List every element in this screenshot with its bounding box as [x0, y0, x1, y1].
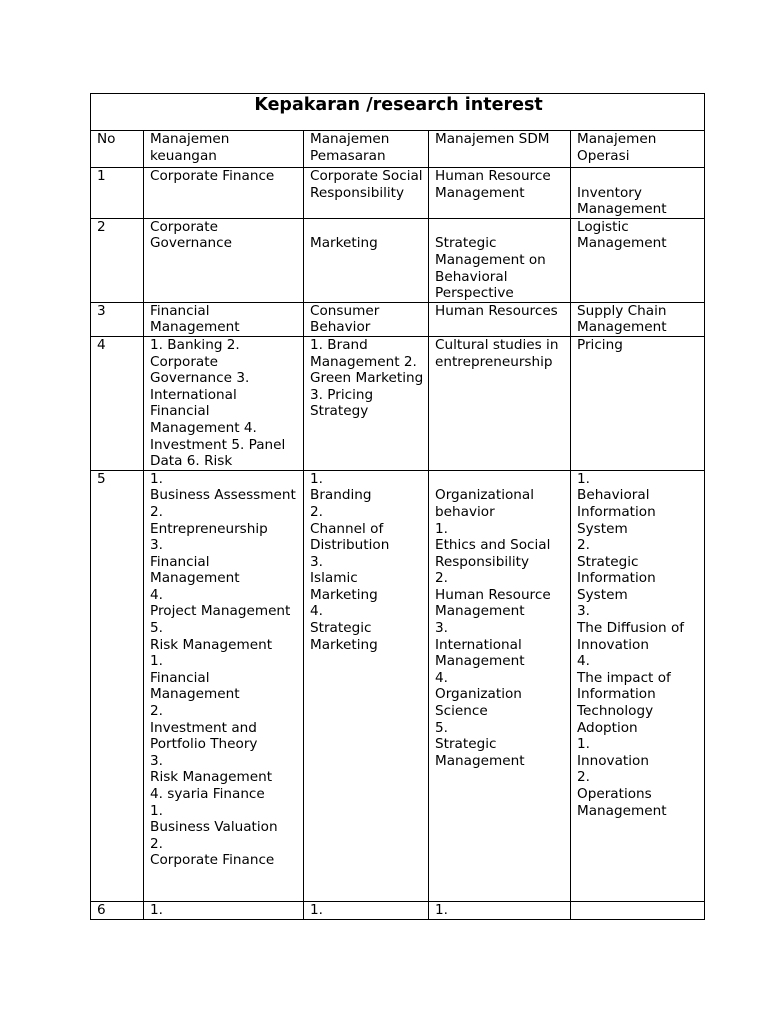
cell-line: Business Valuation: [150, 819, 278, 836]
cell-keuangan: [144, 336, 304, 470]
cell-operasi: [571, 470, 705, 901]
cell-line: 1.: [310, 901, 323, 918]
cell-line: 3.: [150, 752, 163, 769]
cell-pemasaran: [304, 336, 429, 470]
cell-line: 2.: [150, 503, 163, 520]
cell-line: Strategic Management: [435, 736, 525, 769]
cell-line: International Management: [435, 636, 527, 670]
cell-line: 3.: [310, 553, 323, 570]
cell-sdm: [429, 168, 571, 219]
cell-line: 1.: [577, 736, 590, 753]
cell-operasi: [571, 168, 705, 219]
cell-line: The impact of Information Technology Adoption: [577, 669, 676, 736]
cell-line: Supply Chain Management: [577, 302, 671, 336]
cell-line: Human Resource Management: [435, 168, 556, 201]
cell-line: Risk Management: [150, 636, 273, 653]
cell-sdm: [429, 302, 571, 336]
cell-operasi: [571, 336, 705, 470]
cell-line: 1.: [577, 470, 590, 487]
cell-line: Corporate Governance: [150, 218, 233, 252]
cell-sdm: [429, 218, 571, 302]
cell-line: Islamic Marketing: [310, 570, 378, 603]
cell-line: Consumer Behavior: [310, 302, 384, 336]
cell-line: Behavioral Information System: [577, 487, 661, 537]
research-interest-table: [90, 93, 705, 920]
cell-sdm: [429, 901, 571, 919]
cell-operasi: [571, 901, 705, 919]
row-number: 1: [91, 168, 144, 219]
header-operasi: Manajemen Operasi: [571, 131, 705, 168]
table-row: [91, 302, 705, 336]
cell-line: 2.: [150, 835, 163, 852]
cell-line: Risk Management: [150, 769, 273, 786]
table-row: [91, 470, 705, 901]
cell-line: Cultural studies in entrepreneurship: [435, 336, 563, 370]
cell-line: 3.: [577, 603, 590, 620]
cell-line: Organization Science: [435, 686, 527, 720]
cell-line: 1.: [435, 520, 448, 537]
cell-sdm: [429, 336, 571, 470]
cell-line: Inventory Management: [577, 184, 667, 218]
blank-line: [310, 219, 424, 236]
cell-line: 3.: [435, 620, 448, 637]
cell-line: Channel of Distribution: [310, 520, 390, 554]
cell-line: 2.: [435, 570, 448, 587]
cell-keuangan: [144, 218, 304, 302]
table-row: [91, 336, 705, 470]
cell-line: Marketing: [310, 235, 378, 252]
cell-line: 1.: [150, 653, 163, 670]
table-row: [91, 218, 705, 302]
cell-line: Organizational behavior: [435, 487, 539, 520]
cell-pemasaran: [304, 302, 429, 336]
cell-line: 1.: [150, 901, 163, 918]
header-sdm: Manajemen SDM: [429, 131, 571, 168]
cell-line: The Diffusion of Innovation: [577, 620, 689, 653]
cell-keuangan: [144, 302, 304, 336]
cell-line: 4.: [310, 603, 323, 620]
blank-line: [577, 168, 700, 185]
document-page: [90, 93, 704, 920]
cell-line: Entrepreneurship: [150, 520, 268, 537]
cell-line: Branding: [310, 487, 372, 504]
cell-operasi: [571, 218, 705, 302]
cell-line: Human Resources: [435, 302, 558, 319]
cell-line: 1.: [435, 901, 448, 918]
cell-line: 2.: [310, 503, 323, 520]
cell-line: 4.: [577, 653, 590, 670]
row-number: 4: [91, 336, 144, 470]
cell-line: Project Management: [150, 603, 291, 620]
cell-line: 2.: [577, 537, 590, 554]
cell-line: Strategic Management on Behavioral Perspective: [435, 235, 551, 302]
cell-keuangan: [144, 901, 304, 919]
cell-line: 1. Brand Management 2. Green Marketing 3. Pricing Strategy: [310, 336, 428, 420]
cell-line: Financial Management: [150, 553, 240, 587]
table-row: [91, 168, 705, 219]
table-title: Kepakaran /research interest: [91, 94, 705, 131]
cell-line: Corporate Finance: [150, 168, 275, 184]
cell-line: Operations Management: [577, 786, 667, 819]
cell-line: 4.: [435, 669, 448, 686]
cell-line: Ethics and Social Responsibility: [435, 537, 555, 570]
cell-operasi: [571, 302, 705, 336]
header-pemasaran: Manajemen Pemasaran: [304, 131, 429, 168]
row-number: 6: [91, 901, 144, 919]
cell-line: 1. Banking 2. Corporate Governance 3. International Financial Management 4. Investment 5. Panel Data 6. Risk: [150, 336, 290, 470]
cell-line: Human Resource Management: [435, 586, 556, 620]
row-number: 2: [91, 218, 144, 302]
cell-line: Strategic Marketing: [310, 620, 378, 653]
blank-line: [435, 471, 566, 488]
cell-line: Pricing: [577, 336, 623, 353]
header-no: No: [91, 131, 144, 168]
blank-line: [435, 219, 566, 236]
cell-line: 4. syaria Finance: [150, 786, 265, 802]
cell-line: 5.: [150, 620, 163, 637]
cell-line: Business Assessment: [150, 487, 296, 504]
cell-pemasaran: [304, 218, 429, 302]
cell-line: Financial Management: [150, 669, 240, 703]
cell-keuangan: [144, 470, 304, 901]
cell-line: Financial Management: [150, 302, 240, 336]
cell-line: 5.: [435, 719, 448, 736]
cell-line: Logistic Management: [577, 218, 667, 252]
cell-pemasaran: [304, 901, 429, 919]
cell-line: 2.: [577, 769, 590, 786]
table-row: [91, 901, 705, 919]
header-row: [91, 131, 705, 168]
cell-keuangan: [144, 168, 304, 219]
cell-line: 1.: [150, 470, 163, 487]
cell-line: Corporate Finance: [150, 852, 275, 869]
row-number: 3: [91, 302, 144, 336]
cell-line: 3.: [150, 537, 163, 554]
cell-line: 1.: [150, 802, 163, 819]
cell-line: 4.: [150, 586, 163, 603]
cell-pemasaran: [304, 168, 429, 219]
row-number: 5: [91, 470, 144, 901]
cell-line: Investment and Portfolio Theory: [150, 719, 262, 753]
cell-pemasaran: [304, 470, 429, 901]
cell-sdm: [429, 470, 571, 901]
cell-line: Strategic Information System: [577, 553, 661, 603]
cell-line: 2.: [150, 703, 163, 720]
cell-line: Innovation: [577, 752, 649, 769]
cell-line: Corporate Social Responsibility: [310, 168, 427, 201]
cell-line: 1.: [310, 470, 323, 487]
header-keuangan: Manajemen keuangan: [144, 131, 304, 168]
